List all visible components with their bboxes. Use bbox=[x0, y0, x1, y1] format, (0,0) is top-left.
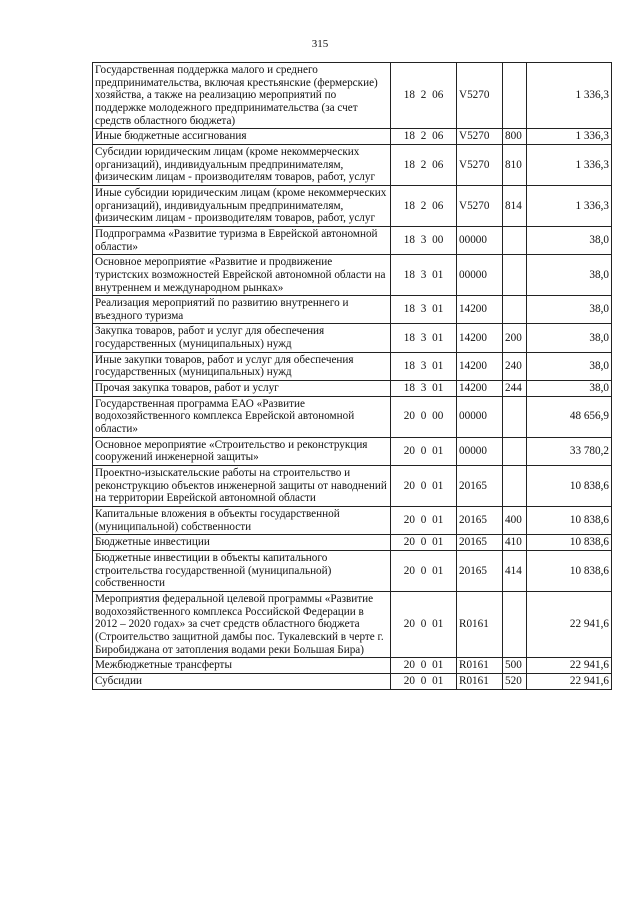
row-expense-type-cell: 810 bbox=[503, 144, 527, 185]
row-code-cell: 18 3 01 bbox=[391, 352, 457, 380]
table-row bbox=[93, 63, 612, 129]
table-row bbox=[93, 591, 612, 657]
row-article-cell: 00000 bbox=[457, 396, 503, 437]
row-code-cell: 20 0 01 bbox=[391, 550, 457, 591]
row-expense-type-cell: 200 bbox=[503, 324, 527, 352]
row-article-cell: 14200 bbox=[457, 381, 503, 397]
row-amount-cell: 38,0 bbox=[527, 324, 612, 352]
row-expense-type-cell bbox=[503, 296, 527, 324]
row-article-cell: R0161 bbox=[457, 673, 503, 689]
table-row bbox=[93, 550, 612, 591]
row-amount-cell: 38,0 bbox=[527, 255, 612, 296]
row-article-cell: 20165 bbox=[457, 507, 503, 535]
row-name-cell: Мероприятия федеральной целевой программы «Развитие водохозяйственного комплекса Российской Федерации в 2012 – 2020 годах» за счет средств областного бюджета (Строительство защитной дамбы пос. Тукалевский в черте г. Биробиджана от затопления водами реки Большая Бира) bbox=[93, 591, 391, 657]
row-name-cell: Основное мероприятие «Развитие и продвижение туристских возможностей Еврейской автономной области на внутреннем и международном рынках» bbox=[93, 255, 391, 296]
row-amount-cell: 48 656,9 bbox=[527, 396, 612, 437]
row-amount-cell: 1 336,3 bbox=[527, 185, 612, 226]
row-amount-cell: 38,0 bbox=[527, 381, 612, 397]
row-article-cell: 00000 bbox=[457, 255, 503, 296]
row-code-cell: 20 0 00 bbox=[391, 396, 457, 437]
row-name-cell: Закупка товаров, работ и услуг для обеспечения государственных (муниципальных) нужд bbox=[93, 324, 391, 352]
row-amount-cell: 10 838,6 bbox=[527, 507, 612, 535]
row-expense-type-cell: 414 bbox=[503, 550, 527, 591]
row-amount-cell: 33 780,2 bbox=[527, 437, 612, 465]
row-code-cell: 20 0 01 bbox=[391, 658, 457, 674]
row-expense-type-cell bbox=[503, 437, 527, 465]
row-amount-cell: 10 838,6 bbox=[527, 466, 612, 507]
table-row bbox=[93, 296, 612, 324]
row-amount-cell: 22 941,6 bbox=[527, 591, 612, 657]
row-article-cell: 20165 bbox=[457, 466, 503, 507]
table-row bbox=[93, 352, 612, 380]
row-amount-cell: 1 336,3 bbox=[527, 144, 612, 185]
table-row bbox=[93, 507, 612, 535]
row-amount-cell: 1 336,3 bbox=[527, 63, 612, 129]
table-row bbox=[93, 185, 612, 226]
row-amount-cell: 1 336,3 bbox=[527, 129, 612, 145]
row-article-cell: 14200 bbox=[457, 324, 503, 352]
row-name-cell: Бюджетные инвестиции в объекты капитального строительства государственной (муниципальной) собственности bbox=[93, 550, 391, 591]
row-name-cell: Государственная программа ЕАО «Развитие водохозяйственного комплекса Еврейской автономной области» bbox=[93, 396, 391, 437]
table-row bbox=[93, 226, 612, 254]
row-name-cell: Основное мероприятие «Строительство и реконструкция сооружений инженерной защиты» bbox=[93, 437, 391, 465]
row-code-cell: 20 0 01 bbox=[391, 466, 457, 507]
row-expense-type-cell bbox=[503, 226, 527, 254]
row-amount-cell: 10 838,6 bbox=[527, 535, 612, 551]
budget-table-body bbox=[93, 63, 612, 690]
row-expense-type-cell bbox=[503, 396, 527, 437]
row-article-cell: 00000 bbox=[457, 226, 503, 254]
row-article-cell: 00000 bbox=[457, 437, 503, 465]
row-name-cell: Иные закупки товаров, работ и услуг для обеспечения государственных (муниципальных) нужд bbox=[93, 352, 391, 380]
table-row bbox=[93, 658, 612, 674]
row-code-cell: 18 2 06 bbox=[391, 185, 457, 226]
row-expense-type-cell: 520 bbox=[503, 673, 527, 689]
row-expense-type-cell: 244 bbox=[503, 381, 527, 397]
row-code-cell: 18 3 01 bbox=[391, 324, 457, 352]
row-expense-type-cell bbox=[503, 63, 527, 129]
row-amount-cell: 38,0 bbox=[527, 226, 612, 254]
row-code-cell: 20 0 01 bbox=[391, 535, 457, 551]
row-code-cell: 18 3 01 bbox=[391, 296, 457, 324]
row-amount-cell: 38,0 bbox=[527, 352, 612, 380]
row-code-cell: 18 3 01 bbox=[391, 381, 457, 397]
row-article-cell: 14200 bbox=[457, 352, 503, 380]
row-article-cell: 14200 bbox=[457, 296, 503, 324]
row-code-cell: 18 2 06 bbox=[391, 63, 457, 129]
row-name-cell: Иные субсидии юридическим лицам (кроме некоммерческих организаций), индивидуальным предпринимателям, физическим лицам - производителям товаров, работ, услуг bbox=[93, 185, 391, 226]
row-name-cell: Проектно-изыскательские работы на строительство и реконструкцию объектов инженерной защиты от наводнений на территории Еврейской автономной области bbox=[93, 466, 391, 507]
row-expense-type-cell bbox=[503, 591, 527, 657]
row-expense-type-cell bbox=[503, 255, 527, 296]
row-expense-type-cell: 240 bbox=[503, 352, 527, 380]
table-row bbox=[93, 255, 612, 296]
row-name-cell: Иные бюджетные ассигнования bbox=[93, 129, 391, 145]
table-row bbox=[93, 535, 612, 551]
table-row bbox=[93, 144, 612, 185]
row-expense-type-cell: 814 bbox=[503, 185, 527, 226]
row-amount-cell: 22 941,6 bbox=[527, 673, 612, 689]
row-name-cell: Подпрограмма «Развитие туризма в Еврейской автономной области» bbox=[93, 226, 391, 254]
row-code-cell: 20 0 01 bbox=[391, 591, 457, 657]
row-article-cell: 20165 bbox=[457, 550, 503, 591]
table-row bbox=[93, 466, 612, 507]
row-name-cell: Реализация мероприятий по развитию внутреннего и въездного туризма bbox=[93, 296, 391, 324]
row-amount-cell: 22 941,6 bbox=[527, 658, 612, 674]
row-name-cell: Государственная поддержка малого и среднего предпринимательства, включая крестьянские (фермерские) хозяйства, а также на реализацию мероприятий по поддержке молодежного предпринимательства (за счет средств областного бюджета) bbox=[93, 63, 391, 129]
table-row bbox=[93, 673, 612, 689]
row-name-cell: Субсидии юридическим лицам (кроме некоммерческих организаций), индивидуальным предпринимателям, физическим лицам - производителям товаров, работ, услуг bbox=[93, 144, 391, 185]
row-article-cell: R0161 bbox=[457, 658, 503, 674]
row-code-cell: 20 0 01 bbox=[391, 507, 457, 535]
row-name-cell: Субсидии bbox=[93, 673, 391, 689]
row-expense-type-cell: 400 bbox=[503, 507, 527, 535]
row-code-cell: 18 3 00 bbox=[391, 226, 457, 254]
row-article-cell: 20165 bbox=[457, 535, 503, 551]
row-article-cell: V5270 bbox=[457, 185, 503, 226]
row-article-cell: V5270 bbox=[457, 129, 503, 145]
budget-table bbox=[92, 62, 612, 690]
row-expense-type-cell bbox=[503, 466, 527, 507]
row-name-cell: Капитальные вложения в объекты государственной (муниципальной) собственности bbox=[93, 507, 391, 535]
table-row bbox=[93, 381, 612, 397]
table-row bbox=[93, 129, 612, 145]
row-expense-type-cell: 410 bbox=[503, 535, 527, 551]
table-row bbox=[93, 396, 612, 437]
row-amount-cell: 38,0 bbox=[527, 296, 612, 324]
page-number: 315 bbox=[311, 38, 329, 50]
row-code-cell: 18 3 01 bbox=[391, 255, 457, 296]
row-expense-type-cell: 500 bbox=[503, 658, 527, 674]
row-name-cell: Прочая закупка товаров, работ и услуг bbox=[93, 381, 391, 397]
row-name-cell: Бюджетные инвестиции bbox=[93, 535, 391, 551]
row-article-cell: V5270 bbox=[457, 63, 503, 129]
row-amount-cell: 10 838,6 bbox=[527, 550, 612, 591]
table-row bbox=[93, 324, 612, 352]
row-name-cell: Межбюджетные трансферты bbox=[93, 658, 391, 674]
row-article-cell: V5270 bbox=[457, 144, 503, 185]
row-code-cell: 18 2 06 bbox=[391, 129, 457, 145]
table-row bbox=[93, 437, 612, 465]
row-code-cell: 20 0 01 bbox=[391, 673, 457, 689]
row-article-cell: R0161 bbox=[457, 591, 503, 657]
row-code-cell: 20 0 01 bbox=[391, 437, 457, 465]
row-expense-type-cell: 800 bbox=[503, 129, 527, 145]
row-code-cell: 18 2 06 bbox=[391, 144, 457, 185]
